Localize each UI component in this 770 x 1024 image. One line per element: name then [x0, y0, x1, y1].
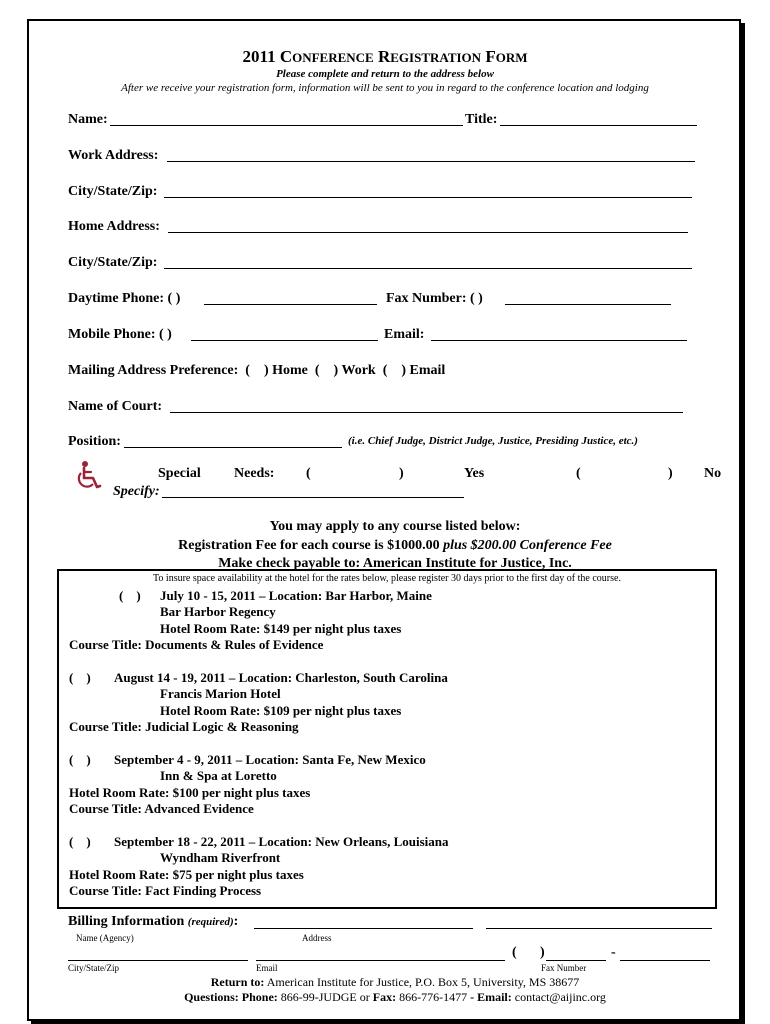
course-1-title: Course Title: Documents & Rules of Evidence: [69, 637, 324, 652]
course-4-hotel: Wyndham Riverfront: [160, 850, 281, 865]
name-label: Name:: [68, 112, 108, 127]
course-4-title: Course Title: Fact Finding Process: [69, 883, 262, 898]
title-label: Title:: [465, 112, 498, 127]
hotel-availability-note: To insure space availability at the hotel for the rates below, please register 30 days prior to the first day of the course.: [153, 573, 621, 584]
no-checkbox-open[interactable]: (: [576, 466, 581, 481]
course-1-checkbox[interactable]: ( ): [119, 588, 141, 603]
home-city-state-zip-field[interactable]: [164, 268, 692, 269]
billing-fax-field-1[interactable]: [546, 960, 606, 961]
fax-dash: -: [611, 945, 616, 960]
name-of-court-label: Name of Court:: [68, 399, 163, 414]
billing-address-caption: Address: [302, 933, 332, 943]
course-4-checkbox[interactable]: ( ): [69, 834, 91, 849]
form-intro: After we receive your registration form, information will be sent to you in regard to the conference location and lodging: [121, 82, 649, 94]
home-address-label: Home Address:: [68, 219, 160, 234]
mailing-preference[interactable]: Mailing Address Preference: ( ) Home ( ) Work ( ) Email: [68, 363, 446, 378]
course-3-hotel: Inn & Spa at Loretto: [160, 768, 277, 783]
special-label: Special: [158, 466, 201, 481]
course-1-hotel: Bar Harbor Regency: [160, 604, 276, 619]
course-2-checkbox[interactable]: ( ): [69, 670, 91, 685]
specify-label: Specify:: [113, 484, 160, 499]
email-label: Email:: [384, 327, 425, 342]
home-city-state-zip-label: City/State/Zip:: [68, 255, 158, 270]
mobile-phone-label: Mobile Phone: ( ): [68, 327, 172, 342]
no-checkbox-close[interactable]: ): [668, 466, 673, 481]
course-4-date: September 18 - 22, 2011 – Location: New Orleans, Louisiana: [114, 834, 449, 849]
billing-name-caption: Name (Agency): [76, 933, 134, 943]
billing-fax-field-2[interactable]: [620, 960, 710, 961]
daytime-phone-label: Daytime Phone: ( ): [68, 291, 181, 306]
billing-fax-caption: Fax Number: [541, 963, 587, 973]
return-address: Return to: American Institute for Justice, P.O. Box 5, University, MS 38677: [210, 975, 580, 989]
billing-city-caption: City/State/Zip: [68, 963, 119, 973]
position-label: Position:: [68, 434, 121, 449]
course-3-title: Course Title: Advanced Evidence: [69, 801, 254, 816]
billing-email-caption: Email: [256, 963, 278, 973]
payable-note: Make check payable to: American Institute for Justice, Inc.: [218, 556, 572, 569]
questions-contact: Questions: Phone: 866-99-JUDGE or Fax: 866-776-1477 - Email: contact@aijinc.org: [184, 990, 606, 1004]
no-label: No: [704, 466, 722, 481]
work-address-label: Work Address:: [68, 148, 159, 163]
course-1-date: July 10 - 15, 2011 – Location: Bar Harbor, Maine: [160, 588, 432, 603]
registration-fee: Registration Fee for each course is $1000.00 plus $200.00 Conference Fee: [178, 538, 612, 553]
course-3-rate: Hotel Room Rate: $100 per night plus taxes: [69, 785, 311, 800]
form-subtitle: Please complete and return to the address below: [276, 68, 494, 80]
course-2-rate: Hotel Room Rate: $109 per night plus taxes: [160, 703, 402, 718]
email-field[interactable]: [431, 340, 687, 341]
course-3-checkbox[interactable]: ( ): [69, 752, 91, 767]
title-field[interactable]: [500, 125, 697, 126]
name-of-court-field[interactable]: [170, 412, 683, 413]
home-address-field[interactable]: [168, 232, 688, 233]
position-field[interactable]: [124, 447, 342, 448]
course-3-date: September 4 - 9, 2011 – Location: Santa Fe, New Mexico: [114, 752, 426, 767]
fax-paren-open: (: [512, 945, 517, 960]
work-address-field[interactable]: [167, 161, 695, 162]
position-note: (i.e. Chief Judge, District Judge, Justice, Presiding Justice, etc.): [348, 435, 638, 447]
yes-checkbox-open[interactable]: (: [306, 466, 311, 481]
fax-paren-close: ): [540, 945, 545, 960]
yes-checkbox-close[interactable]: ): [399, 466, 404, 481]
work-city-state-zip-field[interactable]: [164, 197, 692, 198]
course-4-rate: Hotel Room Rate: $75 per night plus taxes: [69, 867, 304, 882]
needs-label: Needs:: [234, 466, 275, 481]
apply-note: You may apply to any course listed below:: [269, 519, 521, 534]
fax-number-label: Fax Number: ( ): [386, 291, 483, 306]
yes-label: Yes: [464, 466, 485, 481]
course-2-date: August 14 - 19, 2011 – Location: Charleston, South Carolina: [114, 670, 448, 685]
course-2-hotel: Francis Marion Hotel: [160, 686, 281, 701]
billing-address-field[interactable]: [486, 928, 712, 929]
form-title: 2011 CONFERENCE REGISTRATION FORM: [242, 47, 528, 66]
courses-box: [57, 569, 717, 909]
wheelchair-icon: [74, 460, 102, 492]
billing-label: Billing Information (required):: [68, 914, 239, 929]
work-city-state-zip-label: City/State/Zip:: [68, 184, 158, 199]
billing-name-field[interactable]: [254, 928, 473, 929]
name-field[interactable]: [110, 125, 463, 126]
daytime-phone-field[interactable]: [204, 304, 377, 305]
contact-email-link[interactable]: contact@aijinc.org: [514, 990, 606, 1004]
specify-field[interactable]: [162, 497, 464, 498]
fax-number-field[interactable]: [505, 304, 671, 305]
billing-city-field[interactable]: [68, 960, 248, 961]
course-2-title: Course Title: Judicial Logic & Reasoning: [69, 719, 299, 734]
billing-email-field[interactable]: [256, 960, 505, 961]
course-1-rate: Hotel Room Rate: $149 per night plus taxes: [160, 621, 402, 636]
mobile-phone-field[interactable]: [191, 340, 378, 341]
